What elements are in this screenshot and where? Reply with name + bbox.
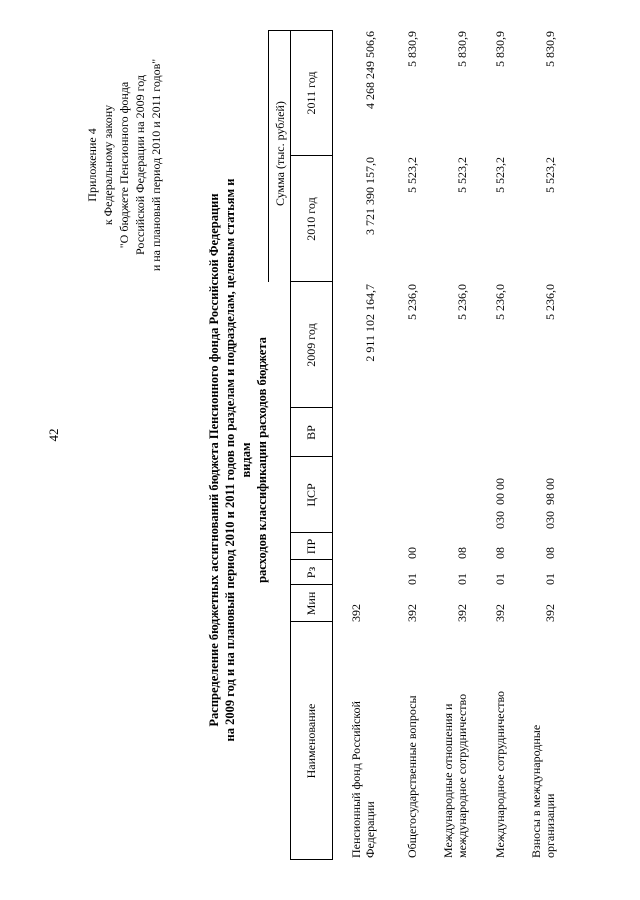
year-group-line: [268, 30, 269, 282]
row-2009: 5 236,0: [455, 284, 469, 320]
title-line: Распределение бюджетных ассигнований бюджета Пенсионного фонда Российской Федерации: [207, 193, 221, 727]
row-2010: 5 523,2: [405, 157, 419, 193]
document-title: [206, 170, 270, 750]
row-pr: 08: [493, 547, 507, 559]
row-2009: 5 236,0: [493, 284, 507, 320]
page-number: 42: [46, 428, 61, 442]
row-2011: 5 830,9: [543, 31, 557, 67]
row-2011: 5 830,9: [455, 31, 469, 67]
row-2011: 4 268 249 506,6: [363, 31, 377, 109]
appendix-line: и на плановый период 2010 и 2011 годов": [149, 58, 163, 272]
row-2009: 2 911 102 164,7: [363, 284, 377, 362]
budget-table: [290, 30, 625, 860]
row-name: Пенсионный фонд Российской Федерации: [349, 701, 377, 858]
row-rz: 01: [455, 573, 469, 585]
header-2011: 2011 год: [304, 71, 318, 115]
row-2010: 5 523,2: [455, 157, 469, 193]
row-2011: 5 830,9: [493, 31, 507, 67]
row-2010: 5 523,2: [543, 157, 557, 193]
header-2009: 2009 год: [304, 323, 318, 367]
title-line: расходов классификации расходов бюджета: [255, 337, 269, 583]
row-name: Общегосударственные вопросы: [405, 695, 419, 858]
row-name: Международное сотрудничество: [493, 690, 507, 858]
row-min: 392: [543, 604, 557, 622]
header-csr: ЦСР: [304, 483, 318, 507]
column-divider: [268, 30, 290, 31]
row-rz: 01: [405, 573, 419, 585]
header-vr: ВР: [304, 425, 318, 440]
row-pr: 08: [543, 547, 557, 559]
row-min: 392: [349, 604, 363, 622]
row-min: 392: [493, 604, 507, 622]
row-csr: 030 98 00: [543, 478, 557, 529]
row-min: 392: [405, 604, 419, 622]
title-line: на 2009 год и на плановый период 2010 и 2011 годов по разделам и подразделам, целевым статьям и видам: [223, 178, 253, 742]
row-min: 392: [455, 604, 469, 622]
row-rz: 01: [543, 573, 557, 585]
header-2010: 2010 год: [304, 197, 318, 241]
row-2010: 5 523,2: [493, 157, 507, 193]
row-name: Международные отношения и международное сотрудничество: [441, 693, 469, 858]
header-min: Мин: [304, 591, 318, 616]
header-rz: Рз: [304, 566, 318, 579]
appendix-block: [84, 30, 164, 300]
row-2010: 3 721 390 157,0: [363, 157, 377, 235]
row-pr: 00: [405, 547, 419, 559]
appendix-line: Российской Федерации на 2009 год: [133, 75, 147, 255]
header-pr: ПР: [304, 538, 318, 555]
row-2009: 5 236,0: [543, 284, 557, 320]
units-label: Сумма (тыс. рублей): [273, 101, 287, 206]
header-name: Наименование: [304, 703, 318, 779]
row-name: Взносы в международные организации: [529, 724, 557, 858]
appendix-line: к Федеральному закону: [101, 104, 115, 226]
row-2011: 5 830,9: [405, 31, 419, 67]
row-rz: 01: [493, 573, 507, 585]
row-2009: 5 236,0: [405, 284, 419, 320]
row-pr: 08: [455, 547, 469, 559]
row-csr: 030 00 00: [493, 478, 507, 529]
appendix-line: "О бюджете Пенсионного фонда: [117, 81, 131, 249]
appendix-line: Приложение 4: [85, 128, 99, 202]
